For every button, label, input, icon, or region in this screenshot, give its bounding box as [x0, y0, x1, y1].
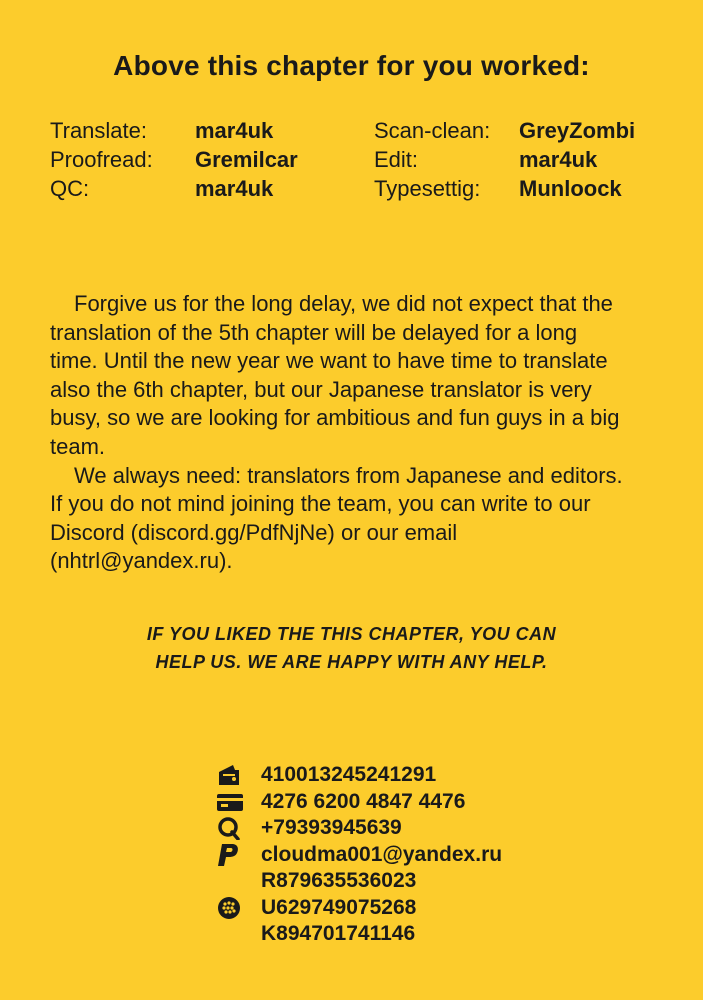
- credits-right: [374, 116, 635, 203]
- credit-role: Proofread:: [50, 147, 153, 172]
- credit-row: [374, 174, 635, 203]
- credit-row: [374, 145, 635, 174]
- message-paragraph: Forgive us for the long delay, we did not expect that the translation of the 5th chapter will be delayed for a long time. Until the new year we want to have time to translate also the 6th chapter, but our Japanese translator is very busy, so we are looking for ambitious and fun guys in a big team.: [50, 291, 620, 459]
- donation-value: R879635536023: [261, 869, 417, 892]
- donation-row-paypal: [216, 842, 502, 869]
- donation-row-card: [216, 789, 502, 816]
- credit-name: mar4uk: [195, 118, 274, 143]
- credit-row: [50, 174, 298, 203]
- donation-row-webmoney: [216, 895, 502, 922]
- credit-name: mar4uk: [519, 147, 598, 172]
- credit-role: QC:: [50, 176, 90, 201]
- webmoney-icon: [216, 895, 246, 922]
- credit-name: Gremilcar: [195, 147, 298, 172]
- credit-row: [374, 116, 635, 145]
- credit-role: Translate:: [50, 118, 148, 143]
- credit-name: Munloock: [519, 176, 622, 201]
- credit-row: [50, 116, 298, 145]
- webmoney-spacer: [216, 921, 246, 948]
- yandex-money-icon: [216, 762, 246, 789]
- donation-row-webmoney: [216, 868, 502, 895]
- donation-value: U629749075268: [261, 895, 417, 919]
- donation-row-qiwi: [216, 815, 502, 842]
- paypal-icon: [216, 842, 246, 869]
- donation-value: 410013245241291: [261, 763, 437, 786]
- support-appeal: [0, 620, 703, 676]
- donation-list: [216, 762, 502, 948]
- credit-name: mar4uk: [195, 176, 274, 201]
- credits-left: [50, 116, 298, 203]
- credit-role: Typesettig:: [374, 176, 481, 201]
- appeal-line: HELP US. WE ARE HAPPY WITH ANY HELP.: [155, 652, 548, 672]
- credit-card-icon: [216, 789, 246, 816]
- donation-value: +79393945639: [261, 816, 402, 839]
- donation-value: 4276 6200 4847 4476: [261, 789, 466, 813]
- credit-role: Scan-clean:: [374, 118, 491, 143]
- appeal-line: IF YOU LIKED THE THIS CHAPTER, YOU CAN: [146, 624, 557, 644]
- page-title: Above this chapter for you worked:: [113, 50, 590, 81]
- webmoney-spacer: [216, 868, 246, 895]
- credit-row: [50, 145, 298, 174]
- qiwi-icon: [216, 815, 246, 842]
- message-paragraph: We always need: translators from Japanese and editors. If you do not mind joining the team, you can write to our Discord (discord.gg/PdfNjNe) or our email (nhtrl@yandex.ru).: [50, 462, 623, 574]
- message-body: [50, 290, 630, 576]
- donation-value: cloudma001@yandex.ru: [261, 842, 503, 866]
- credit-name: GreyZombi: [519, 118, 636, 143]
- donation-row-yandex-money: [216, 762, 502, 789]
- donation-row-webmoney: [216, 921, 502, 948]
- credit-role: Edit:: [374, 147, 419, 172]
- donation-value: K894701741146: [261, 922, 416, 945]
